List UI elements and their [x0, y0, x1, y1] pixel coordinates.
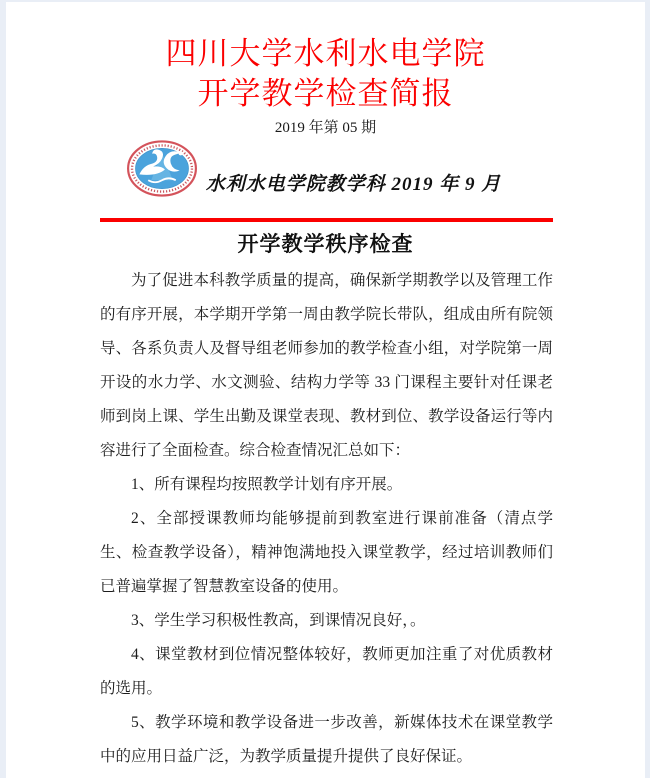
red-divider: [100, 218, 553, 222]
intro-paragraph: 为了促进本科教学质量的提高，确保新学期教学以及管理工作的有序开展，本学期开学第一周由教学院长带队，组成由所有院领导、各系负责人及督导组老师参加的教学检查小组，对学院第一周开设的水力学、水文测验、结构力学等 33 门课程主要针对任课老师到岗上课、学生出勤及课堂表现、教材到位、教学设备运行等内容进行了全面检查。综合检查情况汇总如下：: [100, 272, 553, 459]
body-text: [100, 264, 553, 774]
numbered-item: 2、全部授课教师均能够提前到教室进行课前准备（清点学生、检查教学设备），精神饱满地投入课堂教学，经过培训教师们已普遍掌握了智慧教室设备的使用。: [100, 510, 553, 595]
numbered-item: 4、课堂教材到位情况整体较好，教师更加注重了对优质教材的选用。: [100, 646, 553, 697]
logo-caption: 水利水电学院教学科 2019 年 9 月: [205, 174, 502, 195]
college-seal-icon: [126, 140, 198, 202]
logo-row: [0, 145, 633, 202]
numbered-item: 5、教学环境和教学设备进一步改善，新媒体技术在课堂教学中的应用日益广泛，为教学质量提升提供了良好保证。: [100, 714, 553, 765]
masthead-title-line1: 四川大学水利水电学院: [165, 36, 486, 71]
numbered-item: 3、学生学习积极性教高，到课情况良好，。: [131, 612, 426, 629]
masthead-title-line2: 开学教学检查简报: [197, 76, 454, 111]
numbered-items: [100, 468, 553, 774]
masthead: [6, 2, 645, 202]
numbered-item: 1、所有课程均按照教学计划有序开展。: [131, 476, 403, 493]
section-heading: 开学教学秩序检查: [237, 232, 414, 256]
issue-number: 2019 年第 05 期: [274, 120, 377, 136]
bulletin-page: [6, 2, 645, 778]
